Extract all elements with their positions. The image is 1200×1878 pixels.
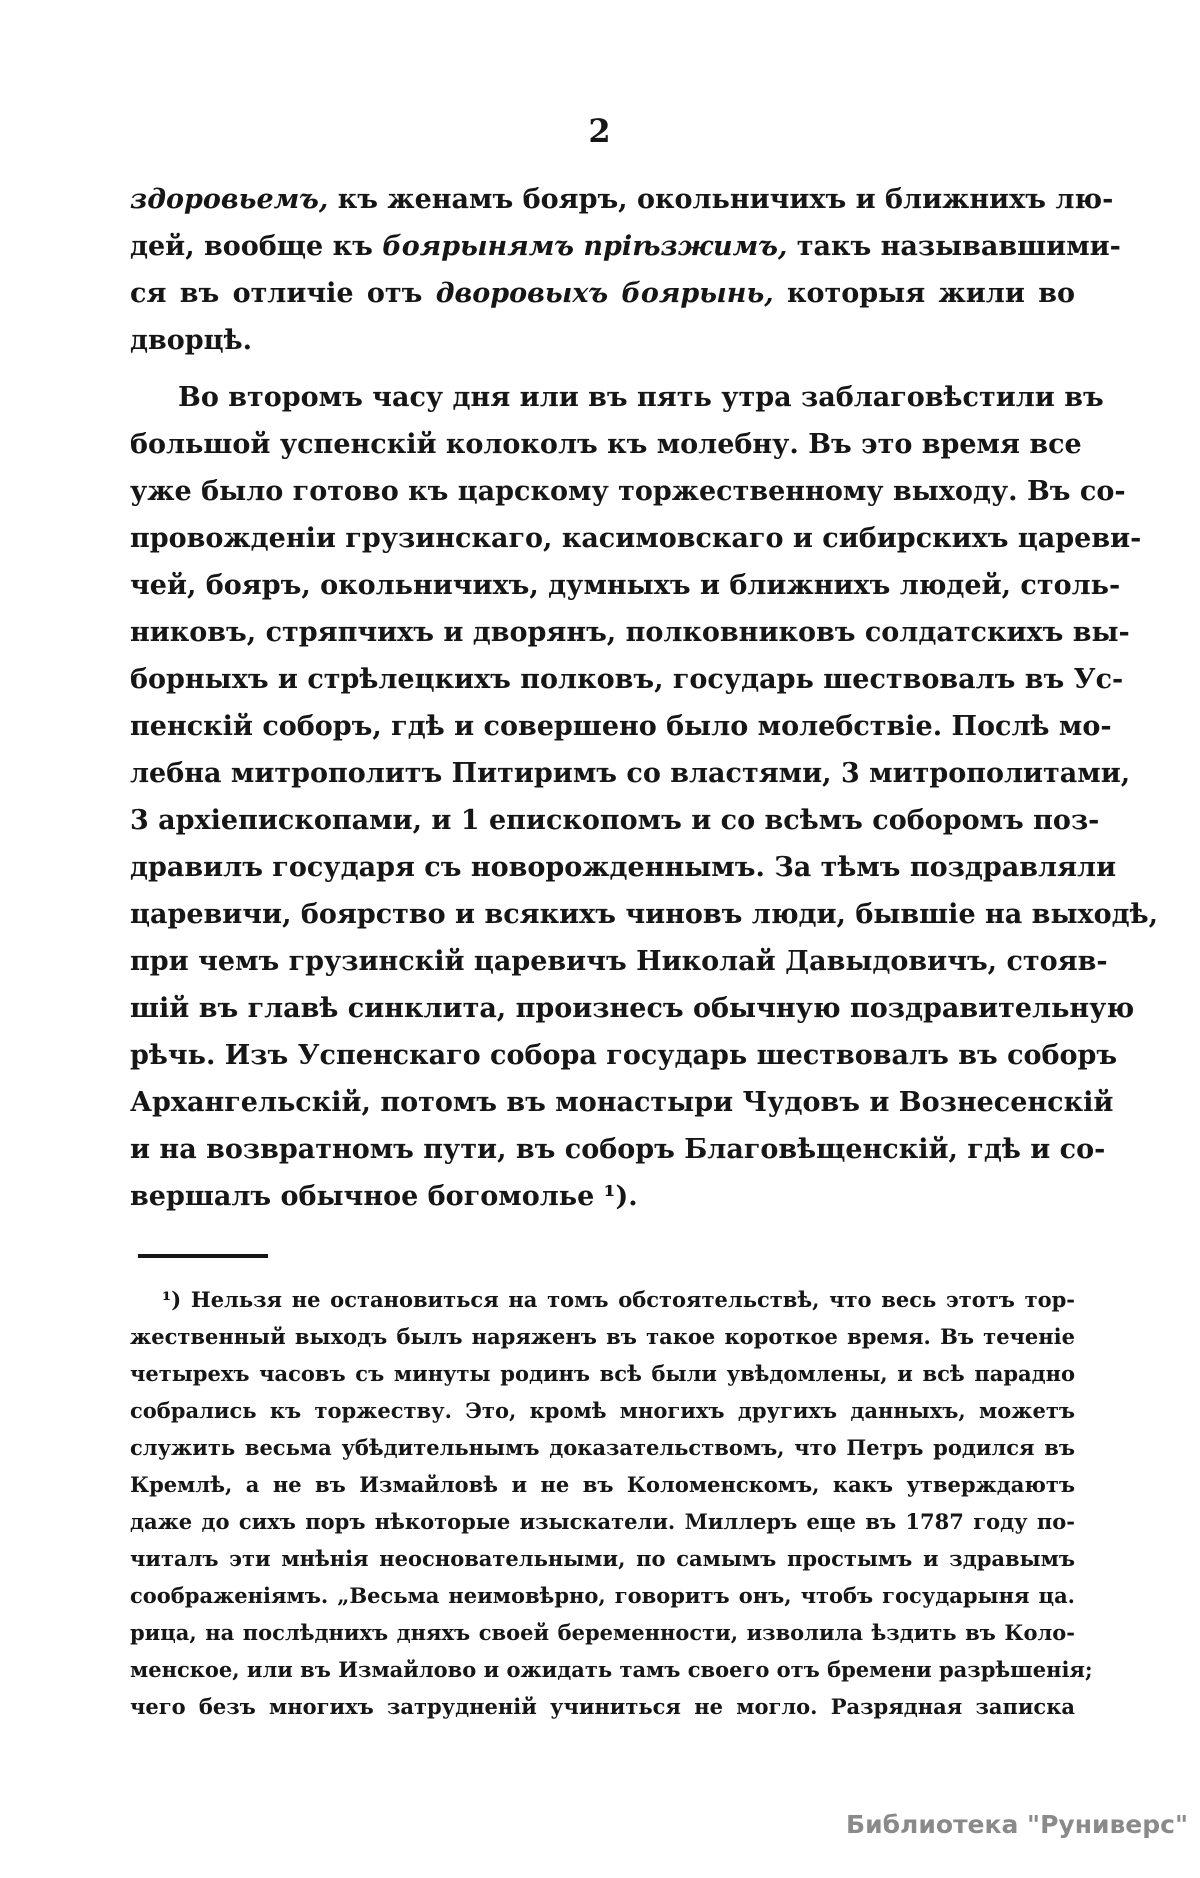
text-line: [130, 421, 1082, 468]
text-line: [130, 1355, 1075, 1392]
text-line: [130, 317, 1075, 364]
text-line: [130, 938, 1108, 985]
text-line: [130, 1540, 1075, 1577]
text-segment: никовъ, стряпчихъ и дворянъ, полковниковъ солдатскихъ вы-: [130, 617, 1130, 648]
text-segment: чего безъ многихъ затрудненій учиниться не могло. Разрядная записка: [130, 1694, 1075, 1719]
text-line: [130, 223, 1121, 270]
text-segment: менское, или въ Измайлово и ожидать тамъ своего отъ бремени разрѣшенія;: [130, 1657, 1093, 1682]
italic-text-segment: здоровьемъ,: [130, 184, 329, 215]
text-line: [130, 1392, 1075, 1429]
text-segment: собрались къ торжеству. Это, кромѣ многихъ другихъ данныхъ, можетъ: [130, 1398, 1075, 1423]
text-line: [130, 1614, 1075, 1651]
text-segment: чей, бояръ, окольничихъ, думныхъ и ближнихъ людей, столь-: [130, 570, 1121, 601]
text-line: [130, 844, 1117, 891]
text-line: [130, 750, 1131, 797]
text-segment: которыя жили во: [773, 278, 1075, 309]
text-line: [130, 891, 1158, 938]
text-segment: пенскій соборъ, гдѣ и совершено было молебствіе. Послѣ мо-: [130, 711, 1112, 742]
text-segment: борныхъ и стрѣлецкихъ полковъ, государь шествовалъ въ Ус-: [130, 664, 1124, 695]
text-segment: дравилъ государя съ новорожденнымъ. За тѣмъ поздравляли: [130, 852, 1117, 883]
text-line: [130, 562, 1121, 609]
footnote-separator-rule: [138, 1254, 268, 1258]
text-line: [130, 656, 1124, 703]
text-line: [130, 176, 1114, 223]
text-segment: служить весьма убѣдительнымъ доказательствомъ, что Петръ родился въ: [130, 1435, 1075, 1460]
text-segment: 3 архіепископами, и 1 епископомъ и со всѣмъ соборомъ поз-: [130, 805, 1100, 836]
text-segment: рѣчь. Изъ Успенскаго собора государь шествовалъ въ соборъ: [130, 1040, 1118, 1071]
text-line: [130, 1688, 1075, 1725]
text-segment: ¹) Нельзя не остановиться на томъ обстоятельствѣ, что весь этотъ тор-: [162, 1287, 1075, 1312]
text-segment: царевичи, боярство и всякихъ чиновъ люди, бывшіе на выходѣ,: [130, 899, 1158, 930]
text-segment: большой успенскій колоколъ къ молебну. Въ это время все: [130, 429, 1082, 460]
text-segment: Во второмъ часу дня или въ пять утра заблаговѣстили въ: [178, 382, 1104, 413]
text-line: [130, 1032, 1118, 1079]
text-line: [130, 797, 1100, 844]
text-line: [130, 609, 1130, 656]
text-line: [130, 1281, 1075, 1318]
text-segment: при чемъ грузинскій царевичъ Николай Давыдовичъ, стояв-: [130, 946, 1108, 977]
paragraph: [130, 1281, 1093, 1725]
text-line: [130, 1126, 1106, 1173]
footnote-block: [130, 1281, 1093, 1725]
main-text-block: [130, 176, 1158, 1220]
text-segment: дворцѣ.: [130, 325, 252, 356]
page-number: 2: [588, 112, 612, 150]
text-line: [130, 270, 1075, 317]
text-line: [130, 1503, 1075, 1540]
text-segment: дей, вообще къ: [130, 231, 383, 262]
text-line: [130, 1429, 1075, 1466]
paragraph: [130, 176, 1121, 364]
text-line: [130, 1173, 1075, 1220]
text-line: [130, 985, 1135, 1032]
text-segment: соображеніямъ. „Весьма неимовѣрно, говоритъ онъ, чтобъ государыня ца.: [130, 1583, 1075, 1608]
text-segment: четырехъ часовъ съ минуты родинъ всѣ были увѣдомлены, и всѣ парадно: [130, 1361, 1075, 1386]
paragraph: [130, 374, 1158, 1220]
text-line: [130, 515, 1142, 562]
text-segment: Архангельскій, потомъ въ монастыри Чудовъ и Вознесенскій: [130, 1087, 1114, 1118]
text-line: [130, 1651, 1093, 1688]
italic-text-segment: дворовыхъ боярынь,: [435, 278, 774, 309]
text-line: [130, 374, 1104, 421]
text-segment: читалъ эти мнѣнія неосновательными, по самымъ простымъ и здравымъ: [130, 1546, 1075, 1571]
text-segment: лебна митрополитъ Питиримъ со властями, 3 митрополитами,: [130, 758, 1131, 789]
text-line: [130, 468, 1126, 515]
text-line: [130, 1079, 1114, 1126]
text-segment: ся въ отличіе отъ: [130, 278, 436, 309]
text-line: [130, 1577, 1075, 1614]
text-segment: шій въ главѣ синклита, произнесъ обычную поздравительную: [130, 993, 1135, 1024]
text-segment: жественный выходъ былъ наряженъ въ такое короткое время. Въ теченіе: [130, 1324, 1075, 1349]
text-segment: вершалъ обычное богомолье ¹).: [130, 1181, 638, 1212]
text-segment: и на возвратномъ пути, въ соборъ Благовѣщенскій, гдѣ и со-: [130, 1134, 1106, 1165]
text-line: [130, 703, 1112, 750]
italic-text-segment: боярынямъ пріѣзжимъ,: [382, 231, 788, 262]
text-segment: къ женамъ бояръ, окольничихъ и ближнихъ лю-: [328, 184, 1114, 215]
library-watermark: Библиотека "Руниверс": [846, 1810, 1188, 1839]
text-segment: уже было готово къ царскому торжественному выходу. Въ со-: [130, 476, 1126, 507]
text-line: [130, 1318, 1075, 1355]
text-segment: такъ называвшими-: [787, 231, 1121, 262]
text-segment: рица, на послѣднихъ дняхъ своей беременности, изволила ѣздить въ Коло-: [130, 1620, 1075, 1645]
text-segment: провожденіи грузинскаго, касимовскаго и сибирскихъ цареви-: [130, 523, 1142, 554]
text-segment: даже до сихъ поръ нѣкоторые изыскатели. Миллеръ еще въ 1787 году по-: [130, 1509, 1075, 1534]
text-line: [130, 1466, 1075, 1503]
text-segment: Кремлѣ, а не въ Измайловѣ и не въ Коломенскомъ, какъ утверждаютъ: [130, 1472, 1075, 1497]
